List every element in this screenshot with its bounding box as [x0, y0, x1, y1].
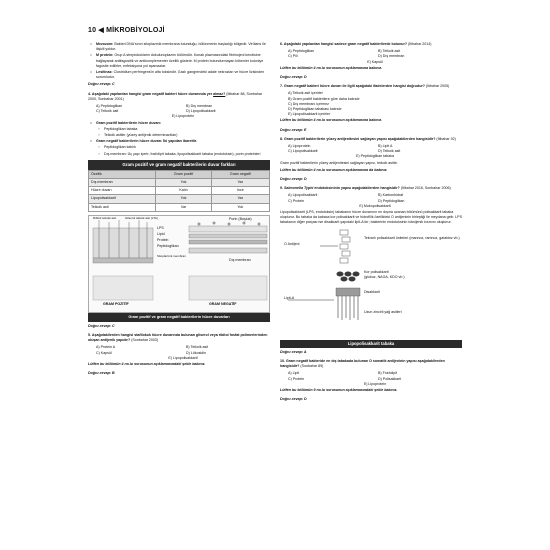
question-9: 9. Salmonella Typhi endotoksininin yapısı aşağıdakilerden hangisidir? (İtibahar 2016, Sonbahar 2006) — [280, 186, 451, 191]
option-e[interactable]: E) Lipoprotein — [363, 381, 387, 386]
question-6: 6. Aşağıdaki yapılardan hangisi sadece gram negatif bakterilerde bulunur? (İtibahar 2014) — [280, 42, 432, 46]
question-5: 5. Aşağıdakilerden hangisi stafilokok hücre duvarında bulunan gliserol veya ribitol fosfat polimerlerinden oluşan antijenik yapıdır? (Sonbahar 2003) — [88, 333, 268, 343]
table-row: Lipopolisakkarit Yok Var — [89, 195, 270, 203]
answer-9: Doğru cevap: A — [280, 349, 307, 354]
gp-item: › Teikoik asitler (yüzey antijenik determinantları) — [98, 133, 178, 138]
question-8: 8. Gram pozitif bakterilerin yüzey antijenitesini sağlayan yapısı aşağıdakilerden hangisidir? (İtibahar 92) — [280, 136, 456, 141]
answer-4: Doğru cevap: C — [88, 323, 115, 328]
option-b[interactable]: B) Karbonhidrat — [378, 193, 404, 198]
comparison-table — [88, 170, 270, 212]
option-e[interactable]: E) Lipopolisakkarit içerirler — [288, 112, 331, 117]
lps-figure — [280, 228, 462, 338]
table-row: Hücre duvarı Kalın İnce — [89, 187, 270, 195]
left-column — [88, 42, 270, 381]
option-b[interactable]: B) Lipit A — [378, 144, 393, 149]
question-6-options — [288, 49, 462, 65]
right-column — [280, 42, 462, 406]
answer-7: Doğru cevap: E — [280, 127, 307, 132]
peptidoglikan-label: Peptidoglikan — [157, 243, 179, 248]
option-c[interactable]: C) Teikoik asit — [96, 109, 119, 114]
gn-item: › Peptidoglikan katılık — [98, 145, 136, 150]
note-7: Lütfen bu bölümün 4 no.lu sorusunun açıklamasına bakınız. — [280, 118, 383, 123]
gp-title: • Gram pozitif bakterilerin hücre duvarı: — [90, 120, 162, 125]
question-10: 10. Gram negatif bakteride en dış tabakada bulunan O somatik antijeninin yapısı aşağıdakilerden hangisidir? (Sonbahar 89) — [280, 358, 445, 369]
answer-10: Doğru cevap: D — [280, 397, 307, 402]
ribitol-label: Ribitol teikoik asit — [93, 215, 117, 220]
option-a[interactable]: A) Teikoik asit içerirler — [288, 91, 323, 96]
option-d[interactable]: D) Polisakkarit — [378, 376, 402, 381]
note-5: Lütfen bu bölümün 4 no.lu sorusunun açıklamasındaki şekle bakınız. — [88, 362, 206, 367]
table-title: Gram pozitif ve gram negatif bakterilerin duvar farkları — [88, 160, 270, 170]
option-d[interactable]: D) Lipopolisakkarit — [186, 109, 216, 114]
option-e[interactable]: E) Lipopolisakkarit — [168, 355, 198, 360]
lipid-label: Lipid — [157, 231, 165, 236]
explanation-8: Gram pozitif bakterilerin yüzey antijenitesini sağlayan yapısı, teikoik asittir. — [280, 160, 398, 165]
option-b[interactable]: B) Teikoik asit — [186, 345, 209, 350]
question-10-options — [288, 371, 462, 387]
answer-5: Doğru cevap: B — [88, 371, 115, 376]
question-4: 4. Aşağıdaki yapılardan hangisi gram negatif bakteri hücre duvarında yer almaz? (İtibahar 88, Sonbahar 2000, Sonbahar 2001) — [88, 91, 263, 101]
disakkarit-label: Disakkarit — [364, 289, 380, 294]
lps-diagram — [280, 228, 462, 338]
option-c[interactable]: C) Lipopolisakkarit — [288, 149, 318, 154]
gn-title: • Gram negatif bakterilerin hücre duvarı: İki yapıdan ibarettir. — [90, 139, 198, 144]
gram-negative-label: GRAM NEGATİF — [209, 301, 237, 306]
fatty-acid-label: Uzun zincirli yağ asitleri — [364, 309, 402, 314]
cell-wall-diagram — [89, 216, 271, 312]
protein-label: Protein — [157, 237, 169, 242]
cell-wall-figure — [88, 215, 270, 313]
question-7-options — [288, 91, 462, 117]
answer-8: Doğru cevap: D — [280, 177, 307, 182]
kor-desc: (glukoz, NAGA, KDO vb.) — [364, 274, 405, 279]
explanation-9: Lipopolisakkarit (LPS, endotoksin) tabakanın hücre duvarının en dışına uzanan bölümünü polisakkarit tabaka oluşturur. Bu tabaka da kabaca kor polisakkarit ve hidrofilik özellikteki O antijeninin birleştiği ile meydana gelir. LPS tabakanın diğer parçası ise disakkarit yapıdaki lipit-A'dır; bakterinin endotoksinin toksijenik kısmını oluşturur. — [280, 210, 462, 225]
option-b[interactable]: B) Dış membran — [186, 104, 213, 109]
figure-caption: Gram pozitif ve gram negatif bakterilerin hücre duvarları — [88, 313, 270, 322]
option-a[interactable]: A) Lipit — [288, 371, 300, 376]
gliserol-label: Gliserol teikoik asit (LTA) — [125, 215, 158, 220]
option-d[interactable]: D) Lökosidin — [186, 350, 206, 355]
note-8: Lütfen bu bölümün 4 no.lu sorusunun açıklamasına da bakınız. — [280, 167, 388, 172]
option-a[interactable]: A) Peptidoglikan — [96, 104, 123, 109]
question-4-options — [96, 104, 270, 120]
option-c[interactable]: C) Dış membranı içermez — [288, 101, 329, 106]
table-row: Dış membran Yok Var — [89, 179, 270, 187]
question-8-options — [288, 144, 462, 160]
option-b[interactable]: B) Fosfolipit — [378, 371, 397, 376]
o-antigen-label: O Antijeni — [284, 241, 300, 246]
lipid-a-label: Lipit-A — [284, 295, 295, 300]
dis-membran-label: Dış membran — [229, 257, 251, 262]
option-c[interactable]: C) Pili — [288, 54, 298, 59]
option-d[interactable]: D) Peptidoglikan — [378, 198, 405, 203]
gram-positive-label: GRAM POZİTİF — [103, 301, 129, 306]
lps-label: LPS — [157, 225, 164, 230]
option-e[interactable]: E) Mukopolisakkarit — [359, 203, 391, 208]
option-a[interactable]: A) Lipoprotein — [288, 144, 311, 149]
intro-item: • Mezozom: Bakteri DNA'sının sitoplazmik membrana tutunduğu, bölünmenin başladığı bölgedir. Virülans ile ilişkili yoktur. — [90, 42, 266, 52]
kor-label: Kor polisakkarit — [364, 269, 389, 274]
question-9-options — [288, 193, 462, 209]
option-d[interactable]: D) Dış membran — [378, 54, 405, 59]
option-a[interactable]: A) Lipopolisakkarit — [288, 193, 318, 198]
option-e[interactable]: E) Peptidoglikan tabaka — [356, 154, 394, 159]
intro-item: • M protein: Grup A streptokokların dokulunoplazmı bölümdür. Konak plazmasındaki fibrinojeni kendisine bağlayarak antifagositik ve antikomplementer özellik gösterir. M protein bulundurmayan kökenler koloniye fagosite edilirler, enfeksiyona yol açamazlar. — [90, 53, 264, 68]
option-b[interactable]: B) Teikoik asit — [378, 49, 401, 54]
page-header — [88, 26, 165, 34]
gp-item: › Peptidoglikan tabaka — [98, 126, 138, 131]
option-c[interactable]: C) Protein — [288, 376, 305, 381]
lps-caption: Lipopolisakkarit tabaka — [280, 340, 462, 348]
intro-item: • Lesitinaz: Clostridium perfringens'in alfa toksinidir. Gazlı gangrendeki adale nekrozları ve hücre lizisinden sorumludur. — [90, 70, 265, 80]
o-antigen-desc: Tekrarlı polisakkarit üniteleri (mannoz, ramnoz, galaktoz vb.) — [364, 235, 460, 240]
option-d[interactable]: D) Peptidoglikan tabakası kalındır — [288, 107, 342, 112]
table-header-row: Özellik Gram pozitif Gram negatif — [89, 170, 270, 178]
option-d[interactable]: D) Teikoik asit — [378, 149, 401, 154]
answer-3: Doğru cevap: C — [88, 82, 115, 87]
question-7: 7. Gram negatif bakteri hücre duvarı ile ilgili aşağıdaki ifadelerden hangisi doğrudur? (İtibahar 2005) — [280, 84, 450, 89]
option-e[interactable]: E) Lipoprotein — [171, 114, 195, 119]
option-c[interactable]: C) Protein — [288, 198, 305, 203]
option-a[interactable]: A) Peptidoglikan — [288, 49, 315, 54]
table-row: Teikoik asit Var Yok — [89, 203, 270, 211]
question-5-options — [96, 345, 270, 361]
sitoplazmik-label: Sitoplazmik membran — [157, 253, 186, 258]
arrow-icon: ◀ — [98, 27, 104, 34]
option-b[interactable]: B) Gram pozitif bakterilere göre daha kalındır — [288, 96, 360, 101]
porin-label: Porin (Boşluk) — [229, 216, 252, 221]
gn-item: › Dış membran: Üç yapı içerir; fosfolipit tabaka, lipopolisakkarit tabaka (endotoksin), porin proteinleri — [98, 151, 261, 156]
option-e[interactable]: E) Kapsül — [367, 59, 383, 64]
note-10: Lütfen bu bölümün 9 no.lu sorusunun açıklamasındaki şekle bakınız. — [280, 387, 398, 392]
chapter-title: MİKROBİYOLOJİ — [106, 27, 165, 34]
note-6: Lütfen bu bölümün 4 no.lu sorusunun açıklamasına bakınız. — [280, 65, 383, 70]
option-c[interactable]: C) Kapsül — [96, 350, 112, 355]
page-number: 10 — [88, 27, 97, 34]
option-a[interactable]: A) Protein A — [96, 345, 116, 350]
answer-6: Doğru cevap: D — [280, 75, 307, 80]
